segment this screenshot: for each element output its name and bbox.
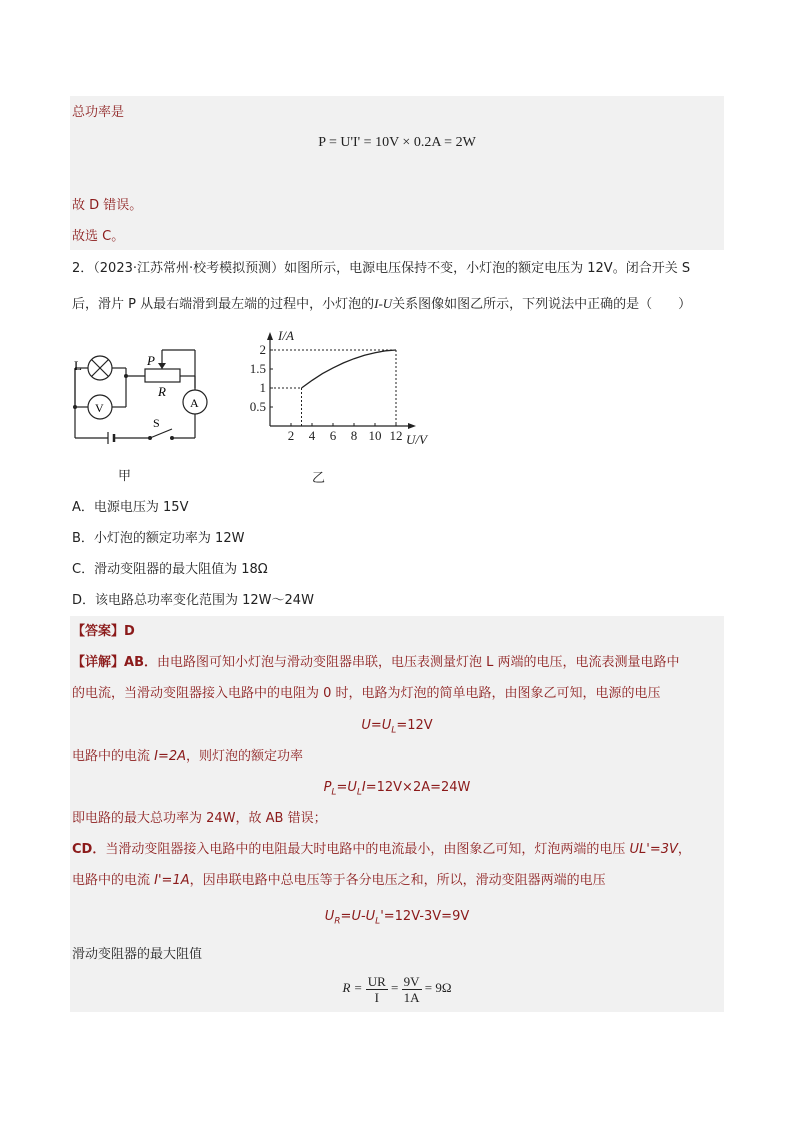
detail-l5-var: UL'=3V	[629, 842, 678, 857]
solution-prev-line1: 总功率是	[72, 105, 125, 120]
detail-line2: 的电流，当滑动变阻器接入电路中的电阻为 0 时，电路为灯泡的简单电路，由图象乙可知，电源的电压	[72, 686, 661, 701]
answer-tag: 【答案】	[72, 624, 125, 639]
iu-curve	[302, 350, 397, 388]
f4-num1: UR	[367, 973, 386, 989]
question-line2-var: I-U	[374, 296, 393, 311]
f4-rhs: = 9Ω	[424, 980, 452, 995]
option-d: D．该电路总功率变化范围为 12W～24W	[72, 593, 314, 608]
detail-ab-label: AB．	[124, 655, 157, 670]
detail-line4: 即电路的最大总功率为 24W，故 AB 错误；	[72, 811, 327, 826]
detail-cd-label: CD．	[72, 842, 106, 857]
answer-line	[72, 622, 135, 642]
f4-den2: 1A	[403, 989, 420, 1005]
label-lamp: L	[74, 358, 82, 373]
solution-prev-line3: 故选 C。	[72, 229, 125, 244]
detail-l1: 由电路图可知小灯泡与滑动变阻器串联，电压表测量灯泡 L 两端的电压，电流表测量电路中	[157, 655, 680, 670]
detail-formula4: R = $\frac{UR}{I}$ = $\frac{9V}{1A}$ = 9Ω	[342, 973, 452, 1005]
solution-prev-line2: 故 D 错误。	[72, 198, 143, 213]
label-switch: S	[153, 416, 160, 430]
detail-l3-var: I=2A	[154, 749, 187, 764]
question-line2	[72, 294, 691, 315]
x-tick-label: 4	[308, 428, 316, 443]
y-tick-label: 1	[259, 380, 266, 395]
detail-line3	[72, 747, 303, 767]
x-tick-label: 6	[329, 428, 337, 443]
iu-chart	[228, 326, 427, 454]
question-line2-a: 后，滑片 P 从最右端滑到最左端的过程中，小灯泡的	[72, 297, 375, 312]
detail-line1	[72, 653, 680, 673]
detail-l6-b: ，因串联电路中总电压等于各分电压之和，所以，滑动变阻器两端的电压	[189, 873, 606, 888]
label-ammeter: A	[190, 396, 199, 410]
f4-den1: I	[374, 989, 379, 1005]
solution-prev-block	[70, 96, 724, 250]
f4-frac2	[402, 974, 422, 1005]
x-axis-label: U/V	[406, 432, 427, 447]
x-tick-label: 10	[368, 428, 382, 443]
detail-l5-a: 当滑动变阻器接入电路中的电阻最大时电路中的电流最小，由图象乙可知，灯泡两端的电压	[105, 842, 630, 857]
y-tick-label: 1.5	[249, 361, 266, 376]
figure-left-caption: 甲	[118, 469, 132, 484]
y-tick-label: 2	[259, 342, 266, 357]
option-a: A．电源电压为 15V	[72, 500, 189, 515]
x-axis-arrow	[408, 423, 416, 429]
detail-l6-var: I'=1A	[154, 873, 190, 888]
f4-frac1	[366, 974, 388, 1005]
y-axis-arrow	[267, 332, 273, 340]
label-slider: P	[147, 353, 155, 368]
x-tick-label: 2	[287, 428, 295, 443]
detail-tag: 【详解】	[72, 655, 125, 670]
detail-line6	[72, 871, 606, 891]
x-tick-label: 12	[389, 428, 403, 443]
f4-num2: 9V	[403, 973, 420, 989]
label-voltmeter: V	[95, 401, 104, 415]
detail-line7: 滑动变阻器的最大阻值	[72, 947, 203, 962]
detail-line5	[72, 840, 691, 860]
detail-formula3: $U_R=U-U_L'=12V-3V=9V$	[324, 909, 470, 927]
option-b: B．小灯泡的额定功率为 12W	[72, 531, 245, 546]
detail-l3-b: ，则灯泡的额定功率	[186, 749, 304, 764]
detail-l6-a: 电路中的电流	[72, 873, 155, 888]
figure-right-caption: 乙	[312, 471, 326, 486]
detail-l5-b: ，	[677, 842, 691, 857]
question-line1: 2．（2023·江苏常州·校考模拟预测）如图所示，电源电压保持不变，小灯泡的额定电压为 12V。闭合开关 S	[72, 261, 691, 276]
x-tick-label: 8	[350, 428, 358, 443]
option-c: C．滑动变阻器的最大阻值为 18Ω	[72, 562, 268, 577]
detail-formula2: $P_L=U_LI=12V\times 2A=24W$	[323, 780, 471, 798]
circuit-diagram	[60, 340, 230, 455]
f4-lhs: R =	[342, 980, 363, 995]
solution-prev-formula: P = U'I' = 10V × 0.2A = 2W	[318, 135, 476, 150]
answer-value: D	[124, 624, 135, 639]
label-resistor: R	[158, 384, 166, 399]
detail-l3-a: 电路中的电流	[72, 749, 155, 764]
y-tick-label: 0.5	[249, 399, 266, 414]
question-line2-b: 关系图像如图乙所示，下列说法中正确的是（ ）	[392, 297, 692, 312]
y-axis-label: I/A	[278, 328, 294, 343]
detail-formula1: $U=U_L=12V$	[361, 718, 433, 736]
